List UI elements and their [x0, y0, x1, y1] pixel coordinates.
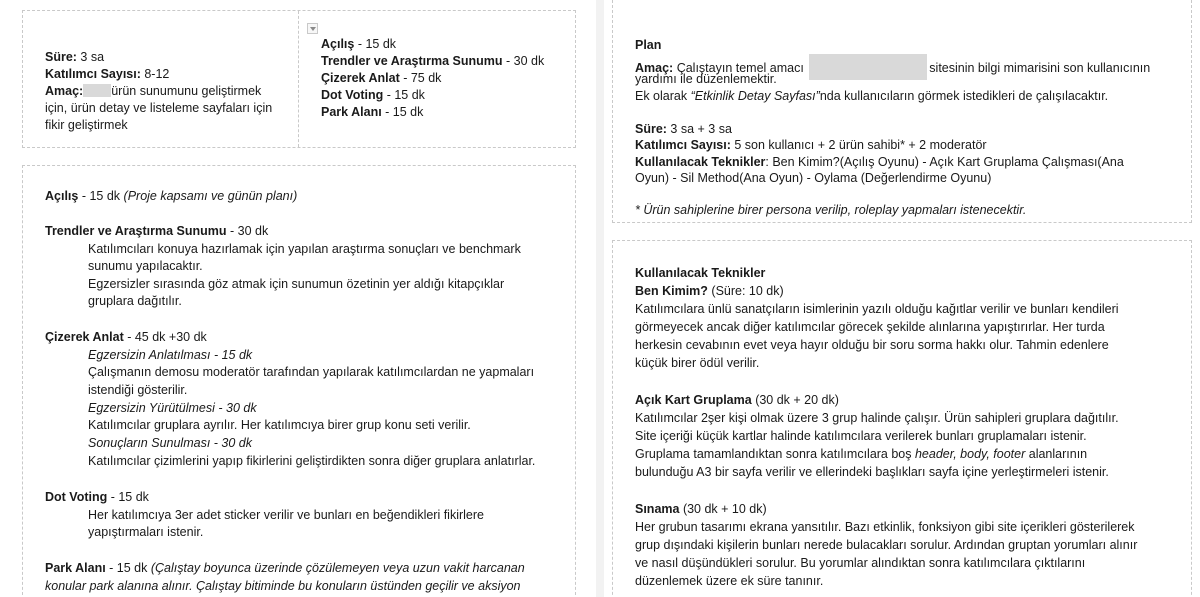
right-page [604, 0, 1200, 597]
who-text: herkesin cevabının evet veya hayır olduğu bir soru sorma hakkı olur. Tahmin edenlere [635, 338, 1109, 352]
plan-footnote: * Ürün sahiplerine birer persona verilip, roleplay yapmaları istenecektir. [635, 203, 1027, 217]
page-divider [596, 0, 604, 597]
park-heading: Park Alanı - 15 dk (Çalıştay boyunca üzerinde çözülemeyen veya uzun vakit harcanan [45, 561, 525, 575]
who-heading: Ben Kimim? (Süre: 10 dk) [635, 284, 784, 298]
card-text: Site içeriği küçük kartlar halinde katılımcılara verilerek bunları gruplamaları istenir. [635, 429, 1087, 443]
trends-text: Egzersizler sırasında göz atmak için sunumun özetinin yer aldığı kitapçıklar [88, 277, 505, 291]
participants-line: Katılımcı Sayısı: 8-12 [45, 67, 170, 81]
trends-text: Katılımcıları konuya hazırlamak için yapılan araştırma sonuçları ve benchmark [88, 242, 521, 256]
plan-participants: Katılımcı Sayısı: 5 son kullanıcı + 2 ürün sahibi* + 2 moderatör [635, 138, 987, 152]
draw-heading: Çizerek Anlat - 45 dk +30 dk [45, 330, 207, 344]
purpose-line-3: fikir geliştirmek [45, 118, 128, 132]
draw-text: Çalışmanın demosu moderatör tarafından yapılarak katılımcılardan ne yapmaları [88, 365, 535, 379]
opening-heading: Açılış - 15 dk (Proje kapsamı ve günün planı) [45, 189, 298, 203]
dot-text: yapıştırmaları istenir. [88, 525, 204, 539]
trends-text: sunumu yapılacaktır. [88, 259, 203, 273]
plan-box [612, 0, 1192, 223]
purpose-line: Amaç: ürün sunumunu geliştirmek [45, 84, 262, 98]
dot-heading: Dot Voting - 15 dk [45, 490, 149, 504]
draw-text: istendiği gösterilir. [88, 383, 188, 397]
plan-duration: Süre: 3 sa + 3 sa [635, 122, 732, 136]
park-text: konular park alanına alınır. Çalıştay bitiminde bu konuların üstünden geçilir ve aksiyon [45, 579, 521, 593]
techniques-box [612, 240, 1192, 597]
draw-subheading: Sonuçların Sunulması - 30 dk [88, 436, 252, 450]
test-heading: Sınama (30 dk + 10 dk) [635, 502, 767, 516]
test-text: düzenlemek üzere ek süre tanınır. [635, 574, 824, 588]
plan-purpose: Amaç: Çalıştayın temel amacı sitesinin bilgi mimarisini son kullanıcının [635, 54, 1150, 80]
card-text: Gruplama tamamlandıktan sonra katılımcılara boş header, body, footer alanlarının [635, 447, 1088, 461]
test-text: ve nasıl düşündükleri sorulur. Bu yorumlar alındıktan sonra katılımcılara çıktılarını [635, 556, 1086, 570]
dot-text: Her katılımcıya 3er adet sticker verilir ve bunları en beğendikleri fikirlere [88, 508, 484, 522]
summary-cell-left [23, 11, 298, 147]
trends-heading: Trendler ve Araştırma Sunumu - 30 dk [45, 224, 269, 238]
agenda-item: Çizerek Anlat - 75 dk [321, 71, 442, 85]
draw-text: Katılımcılar gruplara ayrılır. Her katılımcıya birer grup konu seti verilir. [88, 418, 471, 432]
who-text: küçük birer ödül verilir. [635, 356, 760, 370]
agenda-item: Park Alanı - 15 dk [321, 105, 424, 119]
trends-text: gruplara dağıtılır. [88, 294, 182, 308]
who-text: Katılımcılara ünlü sanatçıların isimlerinin yazılı olduğu kağıtlar verilir ve bunları kendileri [635, 302, 1119, 316]
summary-cell-right [299, 11, 576, 147]
summary-table [22, 10, 576, 148]
duration-line: Süre: 3 sa [45, 50, 105, 64]
redacted-block [83, 84, 111, 97]
plan-title: Plan [635, 38, 662, 52]
agenda-item: Trendler ve Araştırma Sunumu - 30 dk [321, 54, 545, 68]
test-text: Her grubun tasarımı ekrana yansıtılır. Bazı etkinlik, fonksiyon gibi site içerikleri gösterilerek [635, 520, 1135, 534]
redacted-block [809, 54, 927, 80]
card-heading: Açık Kart Gruplama (30 dk + 20 dk) [635, 393, 839, 407]
details-box [22, 165, 576, 597]
card-text: bulunduğu A3 bir sayfa verilir ve ellerindeki başlıkları sayfa içine yerleştirmeleri istenir. [635, 465, 1109, 479]
purpose-line-2: için, ürün detay ve listeleme sayfaları için [45, 101, 273, 115]
agenda-item: Dot Voting - 15 dk [321, 88, 425, 102]
plan-extra: Ek olarak “Etkinlik Detay Sayfası”nda kullanıcıların görmek istedikleri de çalışılacaktır. [635, 89, 1109, 103]
card-text: Katılımcılar 2şer kişi olmak üzere 3 grup halinde çalışır. Ürün sahipleri gruplara dağıtılır. [635, 411, 1119, 425]
plan-techniques: Kullanılacak Teknikler: Ben Kimim?(Açılış Oyunu) - Açık Kart Gruplama Çalışması(Ana [635, 155, 1124, 169]
test-text: grup dışındaki kişilerin bunları nerede bulacakları sorulur. Ardından gruptan yorumları alınır [635, 538, 1138, 552]
agenda-item: Açılış - 15 dk [321, 37, 397, 51]
techniques-title: Kullanılacak Teknikler [635, 266, 766, 280]
plan-techniques-2: Oyun) - Sil Method(Ana Oyun) - Oylama (Değerlendirme Oyunu) [635, 171, 992, 185]
draw-text: Katılımcılar çizimlerini yapıp fikirlerini geliştirdikten sonra diğer gruplara anlatırlar. [88, 454, 536, 468]
plan-purpose-2: yardımı ile düzenlemektir. [635, 72, 777, 86]
who-text: görmeyecek ancak diğer katılımcılar görecek şekilde alınlarına yapıştırırlar. Her turda [635, 320, 1105, 334]
draw-subheading: Egzersizin Yürütülmesi - 30 dk [88, 401, 257, 415]
left-page [0, 0, 596, 597]
draw-subheading: Egzersizin Anlatılması - 15 dk [88, 348, 253, 362]
